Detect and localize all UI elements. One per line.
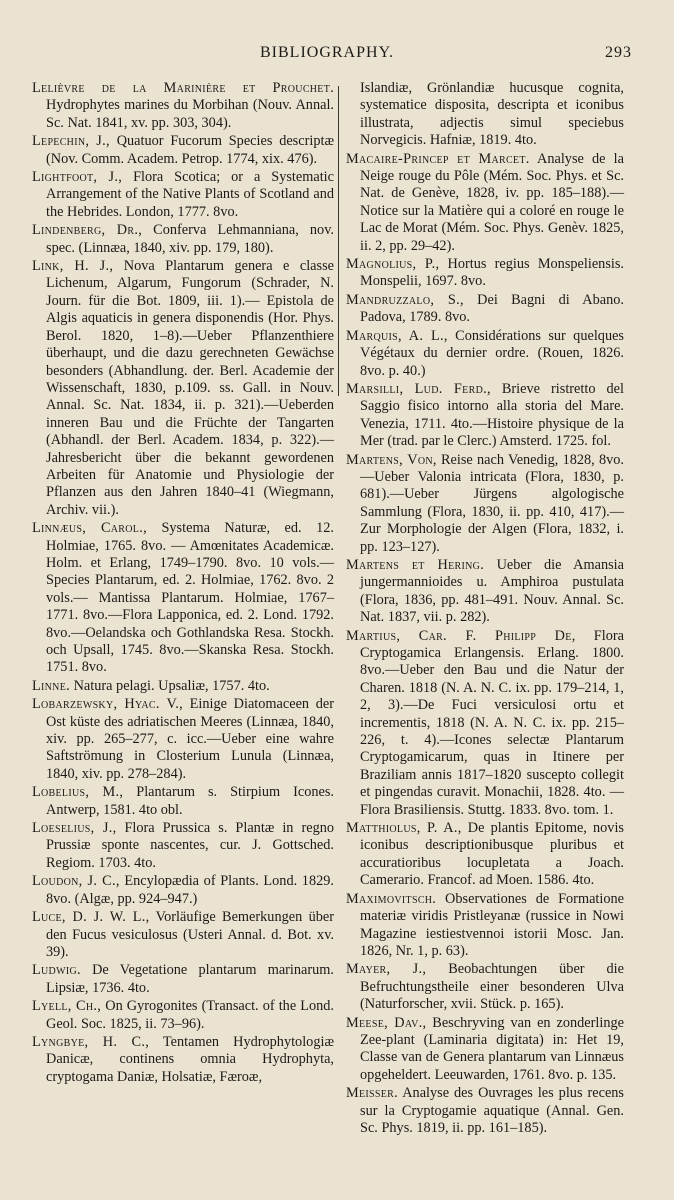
bibliography-entry (32, 80, 334, 132)
entry-text: Quatuor Fucorum Species descriptæ (Nov. Comm. Academ. Petrop. 1774, xix. 476). (46, 133, 334, 167)
entry-text: Brieve ristretto del Saggio fisico intorno alla storia del Mare. Venezia, 1711. 4to.—Histoire physique de la Mer (trad. par le Clerc.) Amsterd. 1725. fol. (360, 380, 624, 450)
bibliography-entry (346, 256, 624, 291)
bibliography-entry (346, 328, 624, 380)
entry-author: Ludwig. (32, 962, 81, 979)
bibliography-entry (32, 678, 334, 695)
entry-author: Lelièvre de la Marinière et Prouchet. (32, 80, 334, 96)
entry-text: Flora Scotica; or a Systematic Arrangement of the Native Plants of Scotland and the Hebrides. London, 1777. 8vo. (46, 169, 334, 220)
entry-author: Lyngbye, H. C., (32, 1033, 150, 1050)
bibliography-entry (32, 169, 334, 221)
bibliography-entry (32, 133, 334, 168)
entry-author: Linnæus, Carol., (32, 520, 147, 537)
bibliography-entry (346, 557, 624, 627)
entry-text: Plantarum s. Stirpium Icones. Antwerp, 1581. 4to obl. (46, 784, 334, 818)
entry-text: Analyse des Ouvrages les plus recens sur la Cryptogamie aquatique (Annal. Gen. Sc. Phys. 1819, ii. pp. 161–185). (360, 1085, 624, 1136)
entry-author: Martius, Car. F. Philipp De, (346, 627, 576, 644)
entry-text: Analyse de la Neige rouge du Pôle (Mém. Soc. Phys. et Sc. Nat. de Genève, 1828, iv. pp. 185–188).—Notice sur la Matière qui a coloré en rouge le Lac de Morat (Mém. Soc. Phys. Genèv. 1825, ii. 2, pp. 29–42). (360, 150, 624, 254)
entry-text: Systema Naturæ, ed. 12. Holmiae, 1765. 8vo. — Amœnitates Academicæ. Holm. et Erlang, 1749–1790. 8vo. 10 vols.—Species Plantarum, ed. 2. Holmiae, 1762. 8vo. 2 vols.— Mantissa Plantarum. Holmiae, 1767–1771. 8vo.—Flora Lapponica, ed. 2. Lond. 1792. 8vo.—Oelandska och Gothlandska Resa. Stockh. och Upsall, 1745. 8vo.—Skanska Resa. Stockh. 1751. 8vo. (46, 520, 334, 676)
entry-text: Tentamen Hydrophytologiæ Danicæ, continens omnia Hydrophyta, cryptogama Daniæ, Holsatiæ, Færoæ, (46, 1033, 334, 1085)
entry-text: De Vegetatione plantarum marinarum. Lipsiæ, 1736. 4to. (46, 962, 334, 996)
bibliography-entry (346, 381, 624, 451)
bibliography-entry (32, 998, 334, 1033)
bibliography-entry (346, 452, 624, 556)
right-column (346, 80, 624, 1138)
entry-author: Macaire-Princep et Marcet. (346, 150, 530, 167)
entry-author: Loudon, J. C., (32, 873, 120, 890)
bibliography-entry (32, 873, 334, 908)
column-rule (338, 86, 339, 396)
entry-author: Martens, Von, (346, 451, 437, 468)
entry-text: Natura pelagi. Upsaliæ, 1757. 4to. (70, 677, 270, 694)
bibliography-entry (32, 1034, 334, 1086)
entry-author: Meese, Dav., (346, 1014, 427, 1031)
entry-text: Considérations sur quelques Végétaux du dernier ordre. (Rouen, 1826. 8vo. p. 40.) (360, 327, 625, 379)
bibliography-entry (32, 258, 334, 519)
entry-author: Martens et Hering. (346, 556, 485, 573)
entry-author: Marquis, A. L., (346, 327, 448, 344)
bibliography-entry (32, 820, 334, 872)
entry-author: Link, H. J., (32, 258, 114, 275)
page-title: BIBLIOGRAPHY. (260, 44, 395, 61)
entry-author: Lightfoot, J., (32, 169, 123, 186)
entry-author: Lindenberg, Dr., (32, 222, 143, 239)
page-number: 293 (605, 44, 632, 61)
bibliography-entry (346, 151, 624, 255)
entry-author: Linne. (32, 677, 70, 694)
entry-author: Lobarzewsky, Hyac. V., (32, 696, 183, 713)
bibliography-entry (346, 292, 624, 327)
entry-text: De plantis Epitome, novis iconibus descriptionibusque pluribus et accuratioribus locupletata a Joach. Camerario. Francof. ad Moen. 1586. 4to. (360, 820, 624, 889)
bibliography-entry (346, 1085, 624, 1137)
entry-author: Mayer, J., (346, 961, 427, 978)
entry-text: Conferva Lehmanniana, nov. spec. (Linnæa, 1840, xiv. pp. 179, 180). (46, 222, 334, 256)
entry-text: On Gyrogonites (Transact. of the Lond. Geol. Soc. 1825, ii. 73–96). (46, 998, 334, 1032)
entry-text: Flora Cryptogamica Erlangensis. Erlang. 1800. 8vo.—Ueber den Bau und die Natur der Charen. 1818 (N. A. N. C. ix. pp. 179–214, 1, 2, 3).—De Fuci versiculosi ortu et incrementis, 1818 (N. A. N. C. ix. pp. 215–226, t. 4).—Icones selectæ Plantarum Cryptogamicarum, quas in Itinere per Braziliam annis 1817–1820 suscepto collegit et pingendas curavit. Monachii, 1828. 4to. — Flora Brasiliensis. Stuttg. 1833. 8vo. tom. 1. (360, 627, 624, 818)
bibliography-entry (346, 80, 624, 150)
bibliography-entry (32, 909, 334, 961)
entry-author: Matthiolus, P. A., (346, 820, 462, 837)
entry-text: Reise nach Venedig, 1828, 8vo.—Ueber Valonia intricata (Flora, 1830, p. 681).—Ueber Jürgens algologische Sammlung (Flora, 1830, ii. pp. 410, 417).—Zur Morphologie der Algen (Flora, 1832, i. pp. 123–127). (360, 451, 625, 555)
bibliography-entry (32, 962, 334, 997)
bibliography-entry (346, 1015, 624, 1085)
entry-text: Encylopædia of Plants. Lond. 1829. 8vo. (Algæ, pp. 924–947.) (46, 873, 334, 907)
entry-author: Lyell, Ch., (32, 998, 102, 1015)
bibliography-entry (32, 784, 334, 819)
bibliography-entry (346, 891, 624, 961)
bibliography-entry (32, 696, 334, 783)
entry-text: Einige Diatomaceen der Ost küste des adriatischen Meeres (Linnæa, 1840, xiv. pp. 265–277, c. icc.—Ueber eine wahre Saftströmung in Closterium Lunula (Linnæa, 1840, xiv. pp. 278–284). (46, 696, 334, 782)
running-head (32, 44, 632, 66)
bibliography-entry (346, 628, 624, 819)
entry-text: Beschryving van en zonderlinge Zee-plant (Laminaria digitata) in: Het 19, Classe van de Genera plantarum van Linnæus opgeheldert. Leeuwarden, 1761. 8vo. p. 135. (360, 1014, 624, 1083)
entry-author: Maximovitsch. (346, 890, 437, 907)
entry-text: Beobachtungen über die Befruchtungstheile einer besonderen Ulva (Naturforscher, xvii. Stück. p. 165). (360, 961, 624, 1013)
bibliography-entry (32, 222, 334, 257)
entry-text: Hydrophytes marines du Morbihan (Nouv. Annal. Sc. Nat. 1841, xv. pp. 303, 304). (46, 97, 334, 131)
entry-text: Observationes de Formatione materiæ viridis Pristleyanæ (russice in Nowi Magazine iestiestvennoi istorii Mosc. Jan. 1826, Nr. 1, p. 63). (360, 890, 624, 959)
entry-author: Mandruzzalo, S., (346, 291, 464, 308)
entry-author: Magnolius, P., (346, 256, 440, 273)
entry-author: Meisser. (346, 1085, 399, 1102)
entry-author: Luce, D. J. W. L., (32, 909, 150, 926)
bibliography-entry (32, 520, 334, 677)
entry-author: Lobelius, M., (32, 784, 124, 801)
entry-text: Dei Bagni di Abano. Padova, 1789. 8vo. (360, 291, 624, 326)
entry-author: Loeselius, J., (32, 820, 117, 837)
entry-author: Marsilli, Lud. Ferd., (346, 380, 491, 397)
bibliography-entry (346, 961, 624, 1013)
entry-text: Vorläufige Bemerkungen über den Fucus vesiculosus (Usteri Annal. d. Bot. xv. 39). (46, 909, 335, 960)
entry-text: Nova Plantarum genera e classe Lichenum, Algarum, Fungorum (Schrader, N. Journ. für die Bot. 1809, iii. 1).— Epistola de Algis aquaticis in genera disponendis (Hor. Phys. Berol. 1820, 1–8).—Ueber Pflanzenthiere überhaupt, und die dazu gerechneten Gewächse besonders (Abhandlung. der. Berl. Academie der Wissenschaft, 1830, p.109. ss. Gall. in Nouv. Annal. Sc. Nat. 1834, ii. p. 321).—Ueberden inneren Bau und die Früchte der Tangarten (Abhandl. der Berl. Academ. 1834, p. 322).—Jahresbericht über die bekannt gewordenen Arbeiten für Anatomie und Physiologie der Pflanzen aus den Jahren 1840–41 (Wiegmann, Archiv. vii.). (46, 258, 334, 518)
entry-text: Hortus regius Monspeliensis. Monspelii, 1697. 8vo. (360, 256, 624, 290)
entry-text: Islandiæ, Grönlandiæ hucusque cognita, systematice disposita, descripta et iconibus illustrata, adjectis simul speciebus Norvegicis. Hafniæ, 1819. 4to. (360, 80, 624, 149)
left-column (32, 80, 334, 1087)
entry-author: Lepechin, J., (32, 133, 110, 150)
entry-text: Flora Prussica s. Plantæ in regno Prussiæ sponte nascentes, cur. J. Gottsched. Regiom. 1703. 4to. (46, 820, 335, 871)
entry-text: Ueber die Amansia jungermannioides u. Amphiroa pustulata (Flora, 1836, pp. 481–491. Nouv. Annal. Sc. Nat. 1837, vii. p. 282). (360, 556, 624, 626)
bibliography-entry (346, 820, 624, 890)
